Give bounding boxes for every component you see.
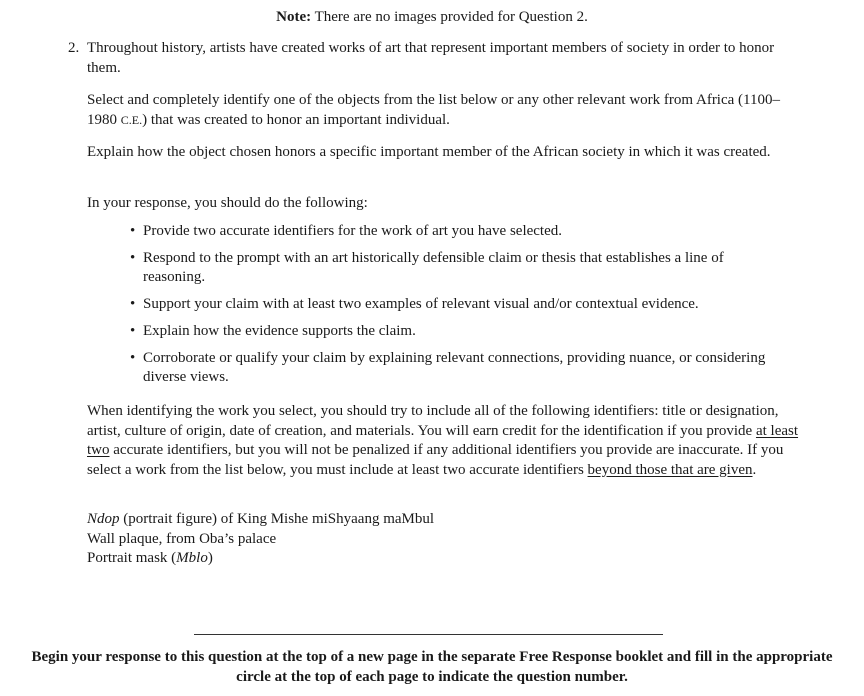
checklist-item (130, 349, 780, 387)
checklist-item (130, 249, 780, 287)
question-number: 2. (68, 40, 80, 56)
work-item-wall-plaque (87, 530, 434, 550)
work-item-portrait-mask (87, 549, 434, 569)
checklist-text: Explain how the evidence supports the claim. (143, 323, 416, 339)
select-text-a: Select and completely identify one of the objects from the list below or any other relevant work from Africa (1100–1980 (87, 92, 780, 128)
work-title-rest: (portrait figure) of King Mishe miShyaang maMbul (119, 511, 435, 527)
divider-line (194, 634, 663, 635)
work-title-post: ) (207, 550, 213, 566)
bullet-icon: • (130, 223, 136, 239)
identifier-emphasis-1: at least two (87, 422, 799, 458)
work-item-ndop (87, 510, 434, 530)
response-intro: In your response, you should do the following: (87, 195, 368, 211)
select-instruction (87, 91, 807, 130)
checklist-text: Provide two accurate identifiers for the work of art you have selected. (143, 223, 563, 239)
checklist-item (130, 222, 780, 241)
work-title: Wall plaque, from Oba’s palace (87, 530, 277, 547)
checklist-text: Corroborate or qualify your claim by explaining relevant connections, providing nuance, or considering diverse views. (143, 350, 766, 385)
identifier-text-a: When identifying the work you select, you should try to include all of the following identifiers: title or designation, artist, culture of origin, date of creation, and materials. You will earn credit for the identification if you provide (87, 403, 779, 439)
checklist-text: Respond to the prompt with an art historically defensible claim or thesis that establishes a line of reasoning. (143, 250, 724, 285)
bullet-icon: • (130, 296, 136, 312)
response-checklist (130, 222, 780, 395)
work-title-pre: Portrait mask ( (87, 550, 177, 566)
note-label: Note: (276, 9, 312, 25)
identifier-text-b: accurate identifiers, but you will not be penalized if any additional identifiers you provide are inaccurate. If you select a work from the list below, you must include at least two accurate identifiers (87, 442, 784, 478)
footer-instruction: Begin your response to this question at the top of a new page in the separate Free Response booklet and fill in the appropriate circle at the top of each page to indicate the question number. (31, 649, 833, 685)
bullet-icon: • (130, 350, 136, 366)
work-title-italic: Mblo (176, 550, 208, 566)
checklist-item (130, 322, 780, 341)
bullet-icon: • (130, 323, 136, 339)
checklist-item (130, 295, 780, 314)
select-era: C.E. (120, 112, 143, 127)
select-text-b: ) that was created to honor an important individual. (142, 111, 450, 128)
question-prompt: Throughout history, artists have created works of art that represent important members of society in order to honor them. (87, 40, 775, 76)
works-list (87, 510, 434, 569)
note-text: There are no images provided for Question 2. (314, 9, 588, 25)
identifier-text-c: . (752, 461, 757, 478)
note-line (0, 7, 864, 27)
identifier-emphasis-2: beyond those that are given (587, 461, 753, 478)
identifier-instructions (87, 402, 807, 480)
bullet-icon: • (130, 250, 136, 266)
checklist-text: Support your claim with at least two examples of relevant visual and/or contextual evidence. (143, 296, 699, 312)
explain-instruction: Explain how the object chosen honors a specific important member of the African society in which it was created. (87, 144, 771, 160)
work-title-italic: Ndop (87, 511, 120, 527)
